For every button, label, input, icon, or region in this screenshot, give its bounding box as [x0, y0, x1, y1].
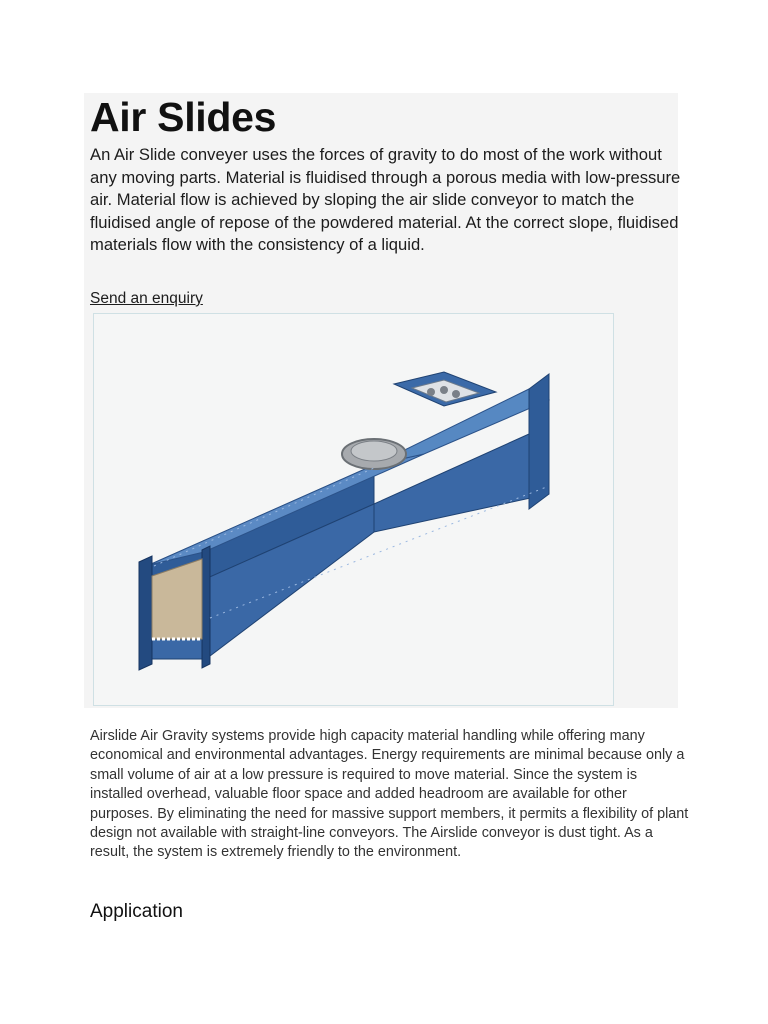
hatch-cover	[351, 441, 397, 461]
body-paragraph: Airslide Air Gravity systems provide high capacity material handling while offering many economical and environmental advantages. Energy requirements are minimal because only a small volume of air at a low pressure is required to move material. Since the system is installed overhead, valuable floor space and added headroom are available for other purposes. By eliminating the need for massive support members, it permits a flexibility of plant design not available with straight-line conveyors. The Airslide conveyor is dust tight. As a result, the system is extremely friendly to the environment.	[90, 728, 689, 861]
end-flange	[139, 556, 152, 670]
inlet-material	[427, 388, 435, 396]
air-slide-image	[93, 313, 614, 706]
send-enquiry-link[interactable]: Send an enquiry	[90, 290, 203, 307]
intro-paragraph: An Air Slide conveyer uses the forces of gravity to do most of the work without any moving parts. Material is fluidised through a porous media with low-pressure air. Material flow is achieved by sloping the air slide conveyor to match the fluidised angle of repose of the powdered material. At the correct slope, fluidised materials flow with the consistency of a liquid.	[90, 145, 681, 255]
page-title: Air Slides	[90, 94, 277, 140]
end-section	[529, 374, 549, 509]
end-flange	[202, 546, 210, 668]
inlet-material	[452, 390, 460, 398]
air-slide-illustration	[94, 314, 615, 707]
application-heading: Application	[90, 901, 183, 922]
inlet-material	[440, 386, 448, 394]
